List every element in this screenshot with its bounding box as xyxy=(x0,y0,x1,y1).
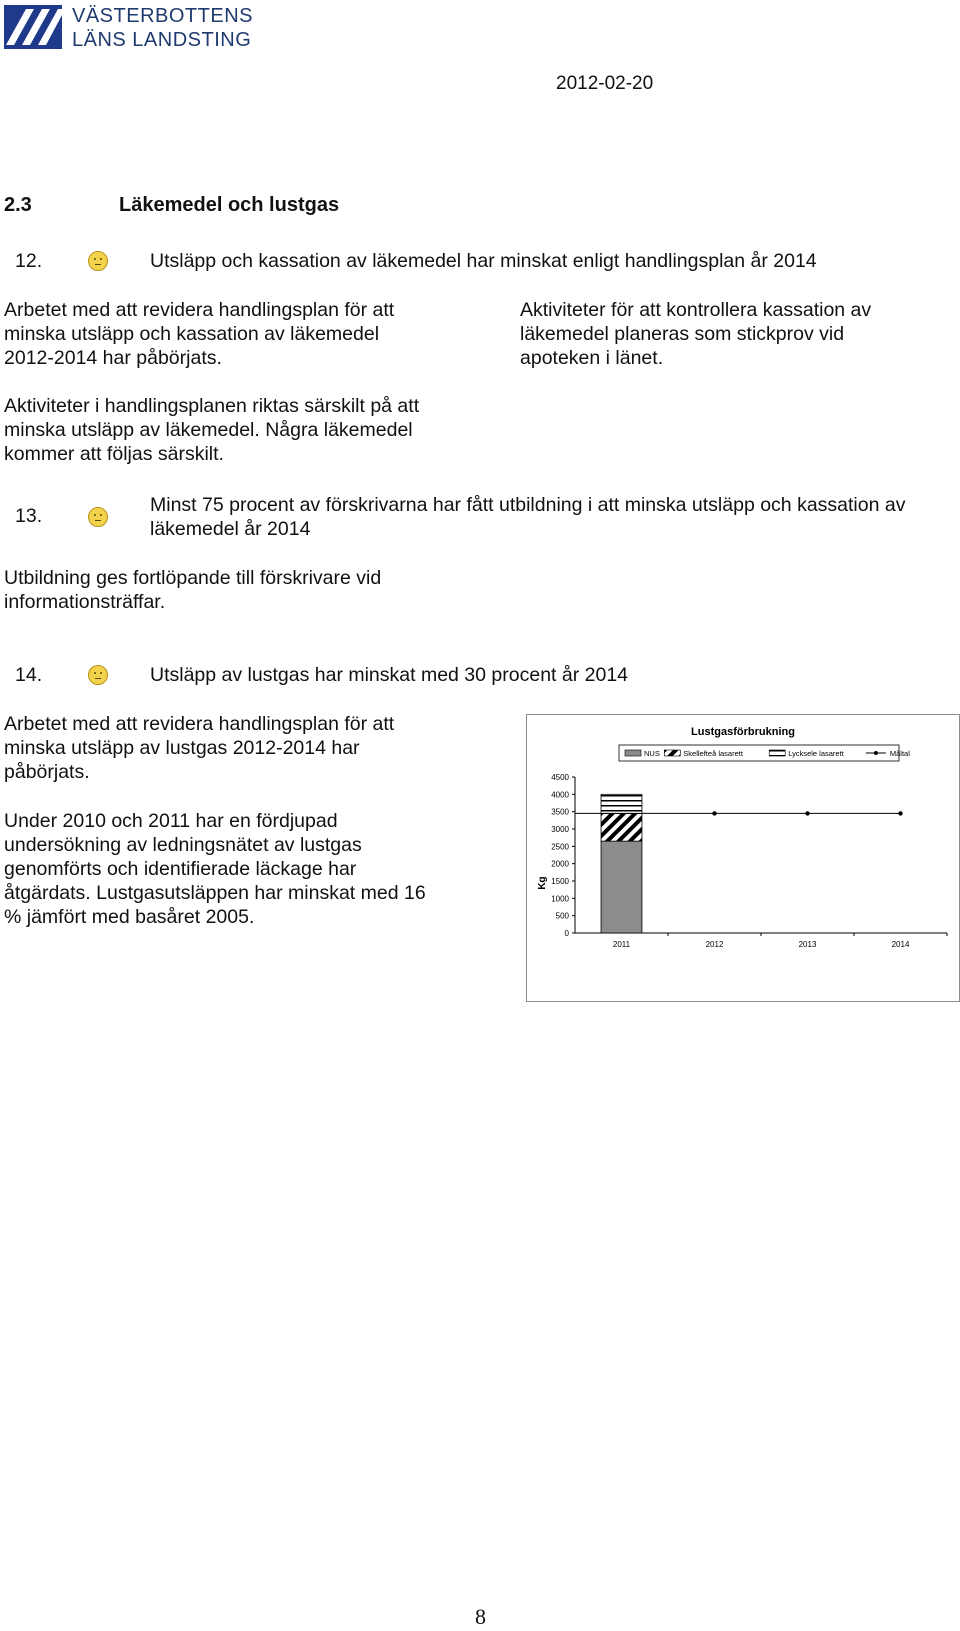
goal-14-text: Utsläpp av lustgas har minskat med 30 procent år 2014 xyxy=(150,664,629,686)
y-tick-label: 1500 xyxy=(551,877,569,886)
logo-mark-icon xyxy=(4,5,62,49)
legend-swatch xyxy=(664,750,680,756)
y-tick-label: 2000 xyxy=(551,859,569,869)
goal-12-text: Utsläpp och kassation av läkemedel har minskat enligt handlingsplan år 2014 xyxy=(150,250,817,272)
y-tick-label: 4500 xyxy=(551,773,569,782)
neutral-face-icon xyxy=(88,251,108,271)
y-tick-label: 3500 xyxy=(551,807,569,817)
x-tick-label: 2011 xyxy=(612,940,631,949)
x-tick-label: 2012 xyxy=(705,940,724,949)
goal-14-number: 14. xyxy=(15,664,43,686)
x-tick-label: 2013 xyxy=(798,940,817,949)
y-axis-label: Kg xyxy=(537,876,548,890)
y-tick-label: 3000 xyxy=(551,825,569,834)
legend-label: Lycksele lasarett xyxy=(788,749,844,758)
chart-svg xyxy=(527,715,959,1001)
y-tick-label: 500 xyxy=(555,911,569,921)
goal-14-paragraph-2: Under 2010 och 2011 har en fördjupad undersökning av ledningsnätet av lustgas genomförts och identifierade läckage har åtgärdats. Lustgasutsläppen har minskat med 16 % jämfört med basåret 2005. xyxy=(4,810,426,928)
target-point xyxy=(805,811,809,815)
bar-segment xyxy=(601,794,642,813)
bar-segment xyxy=(601,813,642,841)
logo xyxy=(4,3,254,51)
y-tick-label: 4000 xyxy=(551,790,569,800)
y-tick-label: 0 xyxy=(564,929,569,938)
legend-label: Skellefteå lasarett xyxy=(683,749,743,758)
goal-13-number: 13. xyxy=(15,505,43,527)
logo-line2: LÄNS LANDSTING xyxy=(72,29,252,51)
chart-title: Lustgasförbrukning xyxy=(691,726,795,738)
section-title: Läkemedel och lustgas xyxy=(119,194,340,216)
goal-13-text: Minst 75 procent av förskrivarna har fått utbildning i att minska utsläpp och kassation av läkemedel år 2014 xyxy=(150,494,906,540)
legend-swatch xyxy=(625,750,641,756)
chart-bars xyxy=(601,794,642,933)
lustgas-chart xyxy=(526,714,960,1002)
bar-segment xyxy=(601,841,642,933)
y-tick-label: 1000 xyxy=(551,894,569,904)
legend-swatch xyxy=(769,750,785,756)
legend-box xyxy=(619,745,899,761)
neutral-face-icon xyxy=(88,507,108,527)
logo-line1: VÄSTERBOTTENS xyxy=(72,5,253,27)
legend-label: Måltal xyxy=(889,749,910,758)
section-number: 2.3 xyxy=(4,194,32,216)
document-date: 2012-02-20 xyxy=(556,73,654,94)
x-tick-label: 2014 xyxy=(891,940,910,949)
target-point xyxy=(898,811,902,815)
legend-label: NUS xyxy=(644,749,660,758)
goal-12-right-text: Aktiviteter för att kontrollera kassation av läkemedel planeras som stickprov vid apoteken i länet. xyxy=(520,299,872,369)
goal-12-left-text: Arbetet med att revidera handlingsplan för att minska utsläpp och kassation av läkemedel 2012-2014 har påbörjats. xyxy=(4,299,395,369)
goal-12-number: 12. xyxy=(15,250,43,272)
legend-line-marker xyxy=(874,751,878,755)
goal-12-extra-text: Aktiviteter i handlingsplanen riktas särskilt på att minska utsläpp av läkemedel. Några läkemedel kommer att följas särskilt. xyxy=(4,395,420,465)
neutral-face-icon xyxy=(88,665,108,685)
target-point xyxy=(712,811,716,815)
page-number: 8 xyxy=(475,1604,486,1629)
goal-13-left-text: Utbildning ges fortlöpande till förskrivare vid informationsträffar. xyxy=(4,567,382,613)
chart-legend xyxy=(619,745,910,761)
y-tick-label: 2500 xyxy=(551,842,569,852)
goal-14-paragraph-1: Arbetet med att revidera handlingsplan för att minska utsläpp av lustgas 2012-2014 har påbörjats. xyxy=(4,713,395,783)
